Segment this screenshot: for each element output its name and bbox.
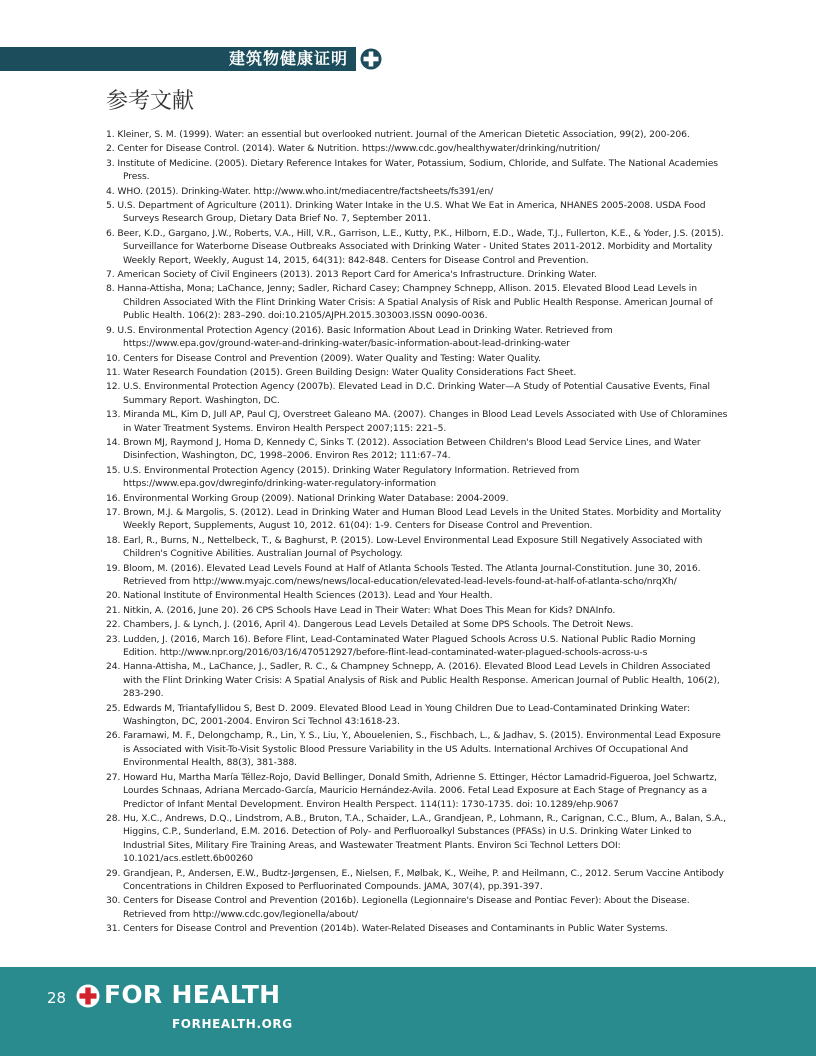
reference-item: [106, 128, 730, 141]
reference-item: [106, 352, 730, 365]
reference-item: [106, 660, 730, 700]
reference-text: Edwards M, Triantafyllidou S, Best D. 2009. Elevated Blood Lead in Young Children Due to Lead-Contaminated Drinking Water: Washington, DC, 2001-2004. Environ Sci Technol 43:1618-23.: [123, 702, 690, 728]
reference-item: [106, 282, 730, 322]
reference-text: Brown MJ, Raymond J, Homa D, Kennedy C, Sinks T. (2012). Association Between Children's Blood Lead Service Lines, and Water Disinfection, Washington, DC, 1998–2006. Environ Res 2012; 111:67–74.: [123, 436, 701, 462]
reference-number: 20.: [106, 590, 121, 602]
reference-number: 14.: [106, 436, 121, 448]
reference-number: 18.: [106, 534, 121, 546]
reference-number: 3.: [106, 157, 115, 169]
reference-item: [106, 729, 730, 769]
reference-text: Centers for Disease Control and Prevention (2014b). Water-Related Diseases and Contaminants in Public Water Systems.: [123, 923, 668, 935]
reference-text: National Institute of Environmental Health Sciences (2013). Lead and Your Health.: [123, 590, 493, 602]
reference-list: [106, 128, 730, 937]
reference-text: U.S. Environmental Protection Agency (2007b). Elevated Lead in D.C. Drinking Water—A Study of Potential Causative Events, Final Summary Report. Washington, DC.: [123, 381, 710, 406]
reference-text: Ludden, J. (2016, March 16). Before Flint, Lead-Contaminated Water Plagued Schools Across U.S. National Public Radio Morning Edition. http://www.npr.org/2016/03/16/470512927/before-flint-lead-contaminated-water-plagued-schools-across-u-s: [123, 633, 696, 659]
reference-text: Centers for Disease Control and Prevention (2016b). Legionella (Legionnaire's Disease and Pontiac Fever): About the Disease. Retrieved from http://www.cdc.gov/legionella/about/: [123, 895, 690, 920]
reference-number: 24.: [106, 661, 121, 673]
logo-text: FOR HEALTH: [104, 980, 281, 1009]
reference-text: Centers for Disease Control and Prevention (2009). Water Quality and Testing: Water Quality.: [123, 352, 541, 364]
reference-text: Hanna-Attisha, M., LaChance, J., Sadler, R. C., & Champney Schnepp, A. (2016). Elevated Blood Lead Levels in Children Associated with the Flint Drinking Water Crisis: A Spatial Analysis of Risk and Public Health Response. American Journal of Public Health, 106(2), 283-290.: [123, 661, 720, 700]
reference-text: Earl, R., Burns, N., Nettelbeck, T., & Baghurst, P. (2015). Low-Level Environmental Lead Exposure Still Negatively Associated with Children's Cognitive Abilities. Australian Journal of Psychology.: [123, 534, 703, 560]
reference-number: 13.: [106, 409, 121, 421]
footer: [0, 967, 816, 1056]
reference-item: [106, 408, 730, 435]
reference-number: 31.: [106, 923, 121, 935]
reference-item: [106, 604, 730, 617]
header-bar: [0, 47, 356, 71]
reference-number: 16.: [106, 492, 121, 504]
logo-url: FORHEALTH.ORG: [172, 1017, 293, 1031]
reference-number: 23.: [106, 633, 121, 645]
reference-item: [106, 157, 730, 184]
reference-item: [106, 618, 730, 631]
reference-item: [106, 436, 730, 463]
reference-number: 8.: [106, 283, 115, 295]
reference-number: 27.: [106, 771, 121, 783]
reference-item: [106, 199, 730, 226]
reference-text: U.S. Department of Agriculture (2011). Drinking Water Intake in the U.S. What We Eat in America, NHANES 2005-2008. USDA Food Surveys Research Group, Dietary Data Brief No. 7, September 2011.: [117, 200, 706, 225]
reference-text: American Society of Civil Engineers (2013). 2013 Report Card for America's Infrastructure. Drinking Water.: [117, 269, 597, 281]
section-title: 参考文献: [106, 89, 195, 114]
reference-item: [106, 142, 730, 155]
reference-text: Institute of Medicine. (2005). Dietary Reference Intakes for Water, Potassium, Sodium, Chloride, and Sulfate. The National Academies Press.: [117, 157, 718, 183]
reference-item: [106, 589, 730, 602]
page-number: 28: [47, 989, 67, 1007]
reference-number: 17.: [106, 506, 121, 518]
reference-text: Kleiner, S. M. (1999). Water: an essential but overlooked nutrient. Journal of the American Dietetic Association, 99(2), 200-206.: [117, 129, 690, 140]
reference-text: Beer, K.D., Gargano, J.W., Roberts, V.A., Hill, V.R., Garrison, L.E., Kutty, P.K., Hilborn, E.D., Wade, T.J., Fullerton, K.E., & Yoder, J.S. (2015). Surveillance for Waterborne Disease Outbreaks Associated with Drinking Water - United States 2011-2012. Morbidity and Mortality Weekly Report, Weekly, August 14, 2015, 64(31): 842-848. Centers for Disease Control and Prevention.: [117, 227, 724, 266]
reference-number: 5.: [106, 200, 115, 212]
reference-number: 30.: [106, 895, 121, 907]
reference-number: 7.: [106, 269, 115, 281]
reference-item: [106, 812, 730, 866]
reference-item: [106, 894, 730, 921]
red-cross-logo-icon: [76, 984, 100, 1008]
reference-item: [106, 492, 730, 505]
reference-number: 28.: [106, 812, 121, 824]
reference-text: Center for Disease Control. (2014). Water & Nutrition. https://www.cdc.gov/healthywater/drinking/nutrition/: [117, 143, 600, 155]
reference-number: 19.: [106, 562, 121, 574]
plus-cross-icon: [360, 48, 382, 70]
reference-number: 9.: [106, 324, 115, 336]
reference-text: Grandjean, P., Andersen, E.W., Budtz-Jørgensen, E., Nielsen, F., Mølbak, K., Weihe, P. and Heilmann, C., 2012. Serum Vaccine Antibody Concentrations in Children Exposed to Perfluorinated Compounds. JAMA, 307(4), pp.391-397.: [123, 867, 724, 892]
header-title: 建筑物健康证明: [228, 49, 348, 68]
reference-text: Brown, M.J. & Margolis, S. (2012). Lead in Drinking Water and Human Blood Lead Levels in the United States. Morbidity and Mortality Weekly Report, Supplements, August 10, 2012. 61(04): 1-9. Centers for Disease Control and Prevention.: [123, 506, 722, 532]
reference-text: WHO. (2015). Drinking-Water. http://www.who.int/mediacentre/factsheets/fs391/en/: [117, 185, 494, 197]
reference-text: Hanna-Attisha, Mona; LaChance, Jenny; Sadler, Richard Casey; Champney Schnepp, Allison. 2015. Elevated Blood Lead Levels in Children Associated With the Flint Drinking Water Crisis: A Spatial Analysis of Risk and Public Health Response. American Journal of Public Health. 106(2): 283–290. doi:10.2105/AJPH.2015.303003.ISSN 0090-0036.: [117, 283, 713, 322]
reference-text: U.S. Environmental Protection Agency (2016). Basic Information About Lead in Drinking Water. Retrieved from https://www.epa.gov/ground-water-and-drinking-water/basic-information-about-lead-drinking-water: [117, 324, 613, 350]
reference-text: Faramawi, M. F., Delongchamp, R., Lin, Y. S., Liu, Y., Abouelenien, S., Fischbach, L., & Jadhav, S. (2015). Environmental Lead Exposure is Associated with Visit-To-Visit Systolic Blood Pressure Variability in the US Adults. International Archives Of Occupational And Environmental Health, 88(3), 381-388.: [123, 730, 721, 769]
reference-text: Chambers, J. & Lynch, J. (2016, April 4). Dangerous Lead Levels Detailed at Some DPS Schools. The Detroit News.: [123, 619, 634, 631]
reference-item: [106, 268, 730, 281]
reference-number: 1.: [106, 129, 115, 140]
reference-number: 21.: [106, 604, 121, 616]
reference-text: Hu, X.C., Andrews, D.Q., Lindstrom, A.B., Bruton, T.A., Schaider, L.A., Grandjean, P., Lohmann, R., Carignan, C.C., Blum, A., Balan, S.A., Higgins, C.P., Sunderland, E.M. 2016. Detection of Poly- and Perfluoroalkyl Substances (PFASs) in U.S. Drinking Water Linked to Industrial Sites, Military Fire Training Areas, and Wastewater Treatment Plants. Environ Sci Technol Letters DOI: 10.1021/acs.estlett.6b00260: [123, 812, 726, 865]
reference-item: [106, 867, 730, 894]
reference-number: 15.: [106, 464, 121, 476]
reference-number: 25.: [106, 702, 121, 714]
reference-item: [106, 464, 730, 491]
reference-item: [106, 324, 730, 351]
reference-item: [106, 185, 730, 198]
reference-item: [106, 534, 730, 561]
reference-number: 6.: [106, 227, 115, 239]
reference-text: Bloom, M. (2016). Elevated Lead Levels Found at Half of Atlanta Schools Tested. The Atlanta Journal-Constitution. June 30, 2016. Retrieved from http://www.myajc.com/news/news/local-education/elevated-lead-levels-found-at-half-of-atlanta-scho/nrqXh/: [123, 562, 701, 587]
reference-item: [106, 562, 730, 589]
reference-text: Environmental Working Group (2009). National Drinking Water Database: 2004-2009.: [123, 492, 509, 504]
reference-item: [106, 922, 730, 935]
reference-text: Nitkin, A. (2016, June 20). 26 CPS Schools Have Lead in Their Water: What Does This Mean for Kids? DNAInfo.: [123, 604, 616, 616]
reference-item: [106, 506, 730, 533]
reference-text: Howard Hu, Martha María Téllez-Rojo, David Bellinger, Donald Smith, Adrienne S. Ettinger, Héctor Lamadrid-Figueroa, Joel Schwartz, Lourdes Schnaas, Adriana Mercado-García, Mauricio Hernández-Avila. 2006. Fetal Lead Exposure at Each Stage of Pregnancy as a Predictor of Infant Mental Development. Environ Health Perspect. 114(11): 1730-1735. doi: 10.1289/ehp.9067: [123, 771, 717, 810]
reference-number: 22.: [106, 619, 121, 631]
reference-item: [106, 227, 730, 267]
reference-number: 12.: [106, 381, 121, 393]
reference-number: 2.: [106, 143, 115, 155]
reference-text: Miranda ML, Kim D, Jull AP, Paul CJ, Overstreet Galeano MA. (2007). Changes in Blood Lead Levels Associated with Use of Chloramines in Water Treatment Systems. Environ Health Perspect 2007;115: 221–5.: [123, 409, 728, 434]
reference-number: 10.: [106, 352, 121, 364]
reference-number: 11.: [106, 366, 121, 378]
reference-number: 26.: [106, 730, 121, 742]
reference-number: 29.: [106, 867, 121, 879]
reference-item: [106, 380, 730, 407]
reference-text: Water Research Foundation (2015). Green Building Design: Water Quality Considerations Fact Sheet.: [123, 366, 577, 378]
reference-item: [106, 366, 730, 379]
reference-item: [106, 702, 730, 729]
reference-item: [106, 633, 730, 660]
reference-item: [106, 771, 730, 811]
reference-text: U.S. Environmental Protection Agency (2015). Drinking Water Regulatory Information. Retrieved from https://www.epa.gov/dwreginfo/drinking-water-regulatory-information: [123, 464, 580, 490]
reference-number: 4.: [106, 185, 115, 197]
